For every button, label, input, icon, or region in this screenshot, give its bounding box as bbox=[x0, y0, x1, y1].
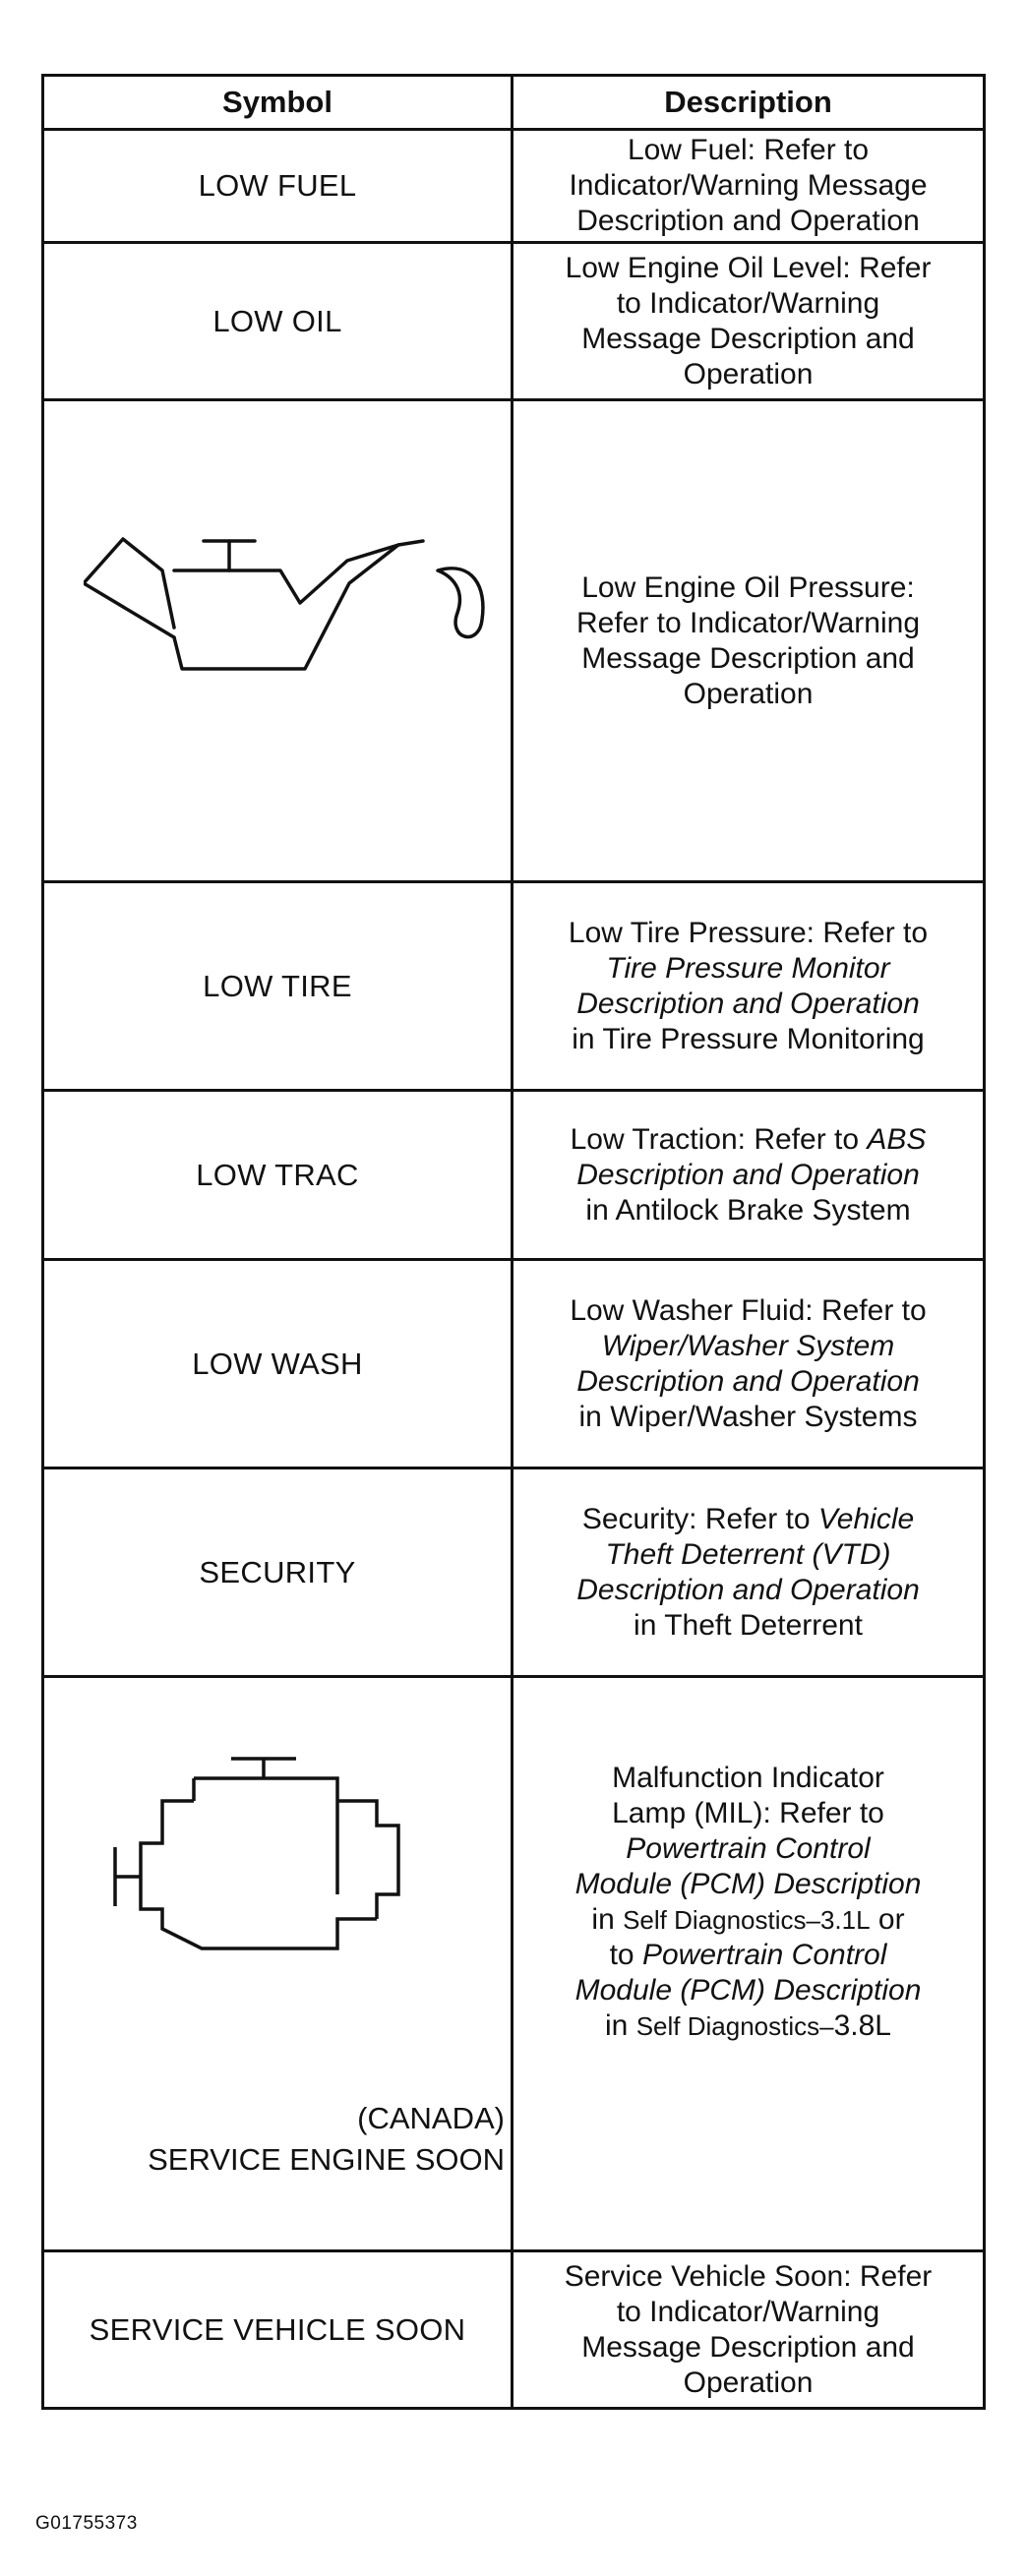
description-line: Description and Operation bbox=[576, 205, 920, 237]
description-column-header: Description bbox=[664, 85, 832, 119]
description-line bbox=[523, 1122, 973, 1158]
table-row bbox=[44, 880, 983, 1089]
description-line: Service Vehicle Soon: Refer bbox=[564, 2259, 933, 2293]
description-line bbox=[523, 1938, 973, 1973]
description-line: Description and Operation bbox=[576, 1158, 920, 1191]
description-line: Refer to Indicator/Warning bbox=[575, 606, 921, 639]
description-line: Tire Pressure Monitor bbox=[606, 951, 890, 985]
description-line: Module (PCM) Description bbox=[574, 1868, 922, 1900]
description-line: Operation bbox=[683, 677, 814, 710]
description-cell bbox=[514, 244, 983, 398]
figure-id: G01755373 bbox=[35, 2513, 138, 2534]
description-cell bbox=[514, 883, 983, 1089]
description-cell bbox=[514, 1678, 983, 2249]
symbol-cell: SECURITY bbox=[44, 1469, 514, 1675]
description-line: Message Description and bbox=[581, 641, 915, 675]
table-header-row bbox=[44, 77, 983, 128]
indicator-symbol-table bbox=[41, 74, 986, 2410]
table-row bbox=[44, 398, 983, 880]
description-cell bbox=[514, 1092, 983, 1258]
description-line: Low Engine Oil Pressure: bbox=[581, 570, 915, 604]
description-line: Low Engine Oil Level: Refer bbox=[565, 251, 932, 284]
description-text: or bbox=[870, 1903, 905, 1936]
description-line: Description and Operation bbox=[576, 987, 920, 1020]
description-text: Powertrain Control bbox=[641, 1939, 887, 1971]
table-row bbox=[44, 1675, 983, 2249]
description-line bbox=[523, 1902, 973, 1938]
description-line: in Tire Pressure Monitoring bbox=[572, 1022, 925, 1055]
description-line: Powertrain Control bbox=[626, 1832, 871, 1865]
description-line: Description and Operation bbox=[576, 1573, 920, 1606]
description-line: Operation bbox=[683, 357, 814, 390]
service-engine-soon-caption bbox=[148, 2098, 505, 2181]
description-line: in Wiper/Washer Systems bbox=[578, 1400, 918, 1433]
description-text: ABS bbox=[867, 1122, 927, 1156]
description-cell bbox=[514, 401, 983, 880]
caption-line: (CANADA) bbox=[357, 2101, 505, 2135]
engine-icon bbox=[113, 1757, 448, 1973]
description-line: Message Description and bbox=[581, 322, 915, 355]
table-row bbox=[44, 1258, 983, 1467]
caption-line: SERVICE ENGINE SOON bbox=[148, 2142, 505, 2177]
description-line: to Indicator/Warning bbox=[616, 2295, 880, 2328]
table-row bbox=[44, 1467, 983, 1675]
table-row bbox=[44, 128, 983, 241]
description-line: Module (PCM) Description bbox=[574, 1974, 922, 2007]
description-line: to Indicator/Warning bbox=[616, 286, 880, 320]
description-line: Malfunction Indicator bbox=[612, 1762, 884, 1794]
table-row bbox=[44, 1089, 983, 1258]
description-cell bbox=[514, 1469, 983, 1675]
description-line: in Theft Deterrent bbox=[634, 1608, 863, 1642]
description-line: Operation bbox=[683, 2366, 814, 2399]
description-text: in bbox=[591, 1903, 624, 1936]
description-text: in bbox=[605, 2009, 636, 2042]
description-text: Self Diagnostics–3.1L bbox=[623, 1905, 871, 1935]
table-row bbox=[44, 241, 983, 398]
description-line: Lamp (MIL): Refer to bbox=[612, 1797, 884, 1829]
description-line: Indicator/Warning Message bbox=[569, 169, 928, 202]
table-row bbox=[44, 2249, 983, 2407]
symbol-cell bbox=[44, 1678, 514, 2249]
description-text: Vehicle bbox=[817, 1502, 915, 1535]
description-line bbox=[523, 2008, 973, 2044]
symbol-cell: LOW TIRE bbox=[44, 883, 514, 1089]
description-line: Low Fuel: Refer to bbox=[627, 134, 870, 166]
symbol-cell: LOW OIL bbox=[44, 244, 514, 398]
symbol-cell: LOW FUEL bbox=[44, 131, 514, 241]
description-text: to bbox=[609, 1939, 642, 1971]
description-cell bbox=[514, 2252, 983, 2407]
symbol-cell: LOW TRAC bbox=[44, 1092, 514, 1258]
description-text: Self Diagnostics– bbox=[635, 2011, 834, 2041]
description-line: in Antilock Brake System bbox=[585, 1193, 911, 1227]
description-line: Theft Deterrent (VTD) bbox=[605, 1537, 891, 1571]
description-line: Description and Operation bbox=[576, 1364, 920, 1398]
symbol-cell bbox=[44, 401, 514, 880]
description-line: Low Washer Fluid: Refer to bbox=[570, 1293, 927, 1327]
description-line bbox=[523, 1502, 973, 1537]
description-line: Message Description and bbox=[581, 2330, 915, 2364]
description-line: Wiper/Washer System bbox=[601, 1329, 895, 1362]
symbol-cell: SERVICE VEHICLE SOON bbox=[44, 2252, 514, 2407]
description-text: 3.8L bbox=[833, 2009, 891, 2042]
symbol-column-header: Symbol bbox=[44, 77, 514, 128]
description-cell bbox=[514, 1261, 983, 1467]
oil-can-icon bbox=[84, 529, 497, 677]
description-text: Security: Refer to bbox=[581, 1502, 818, 1535]
description-cell bbox=[514, 131, 983, 241]
description-line: Low Tire Pressure: Refer to bbox=[568, 916, 929, 949]
symbol-cell: LOW WASH bbox=[44, 1261, 514, 1467]
description-text: Low Traction: Refer to bbox=[570, 1122, 868, 1156]
